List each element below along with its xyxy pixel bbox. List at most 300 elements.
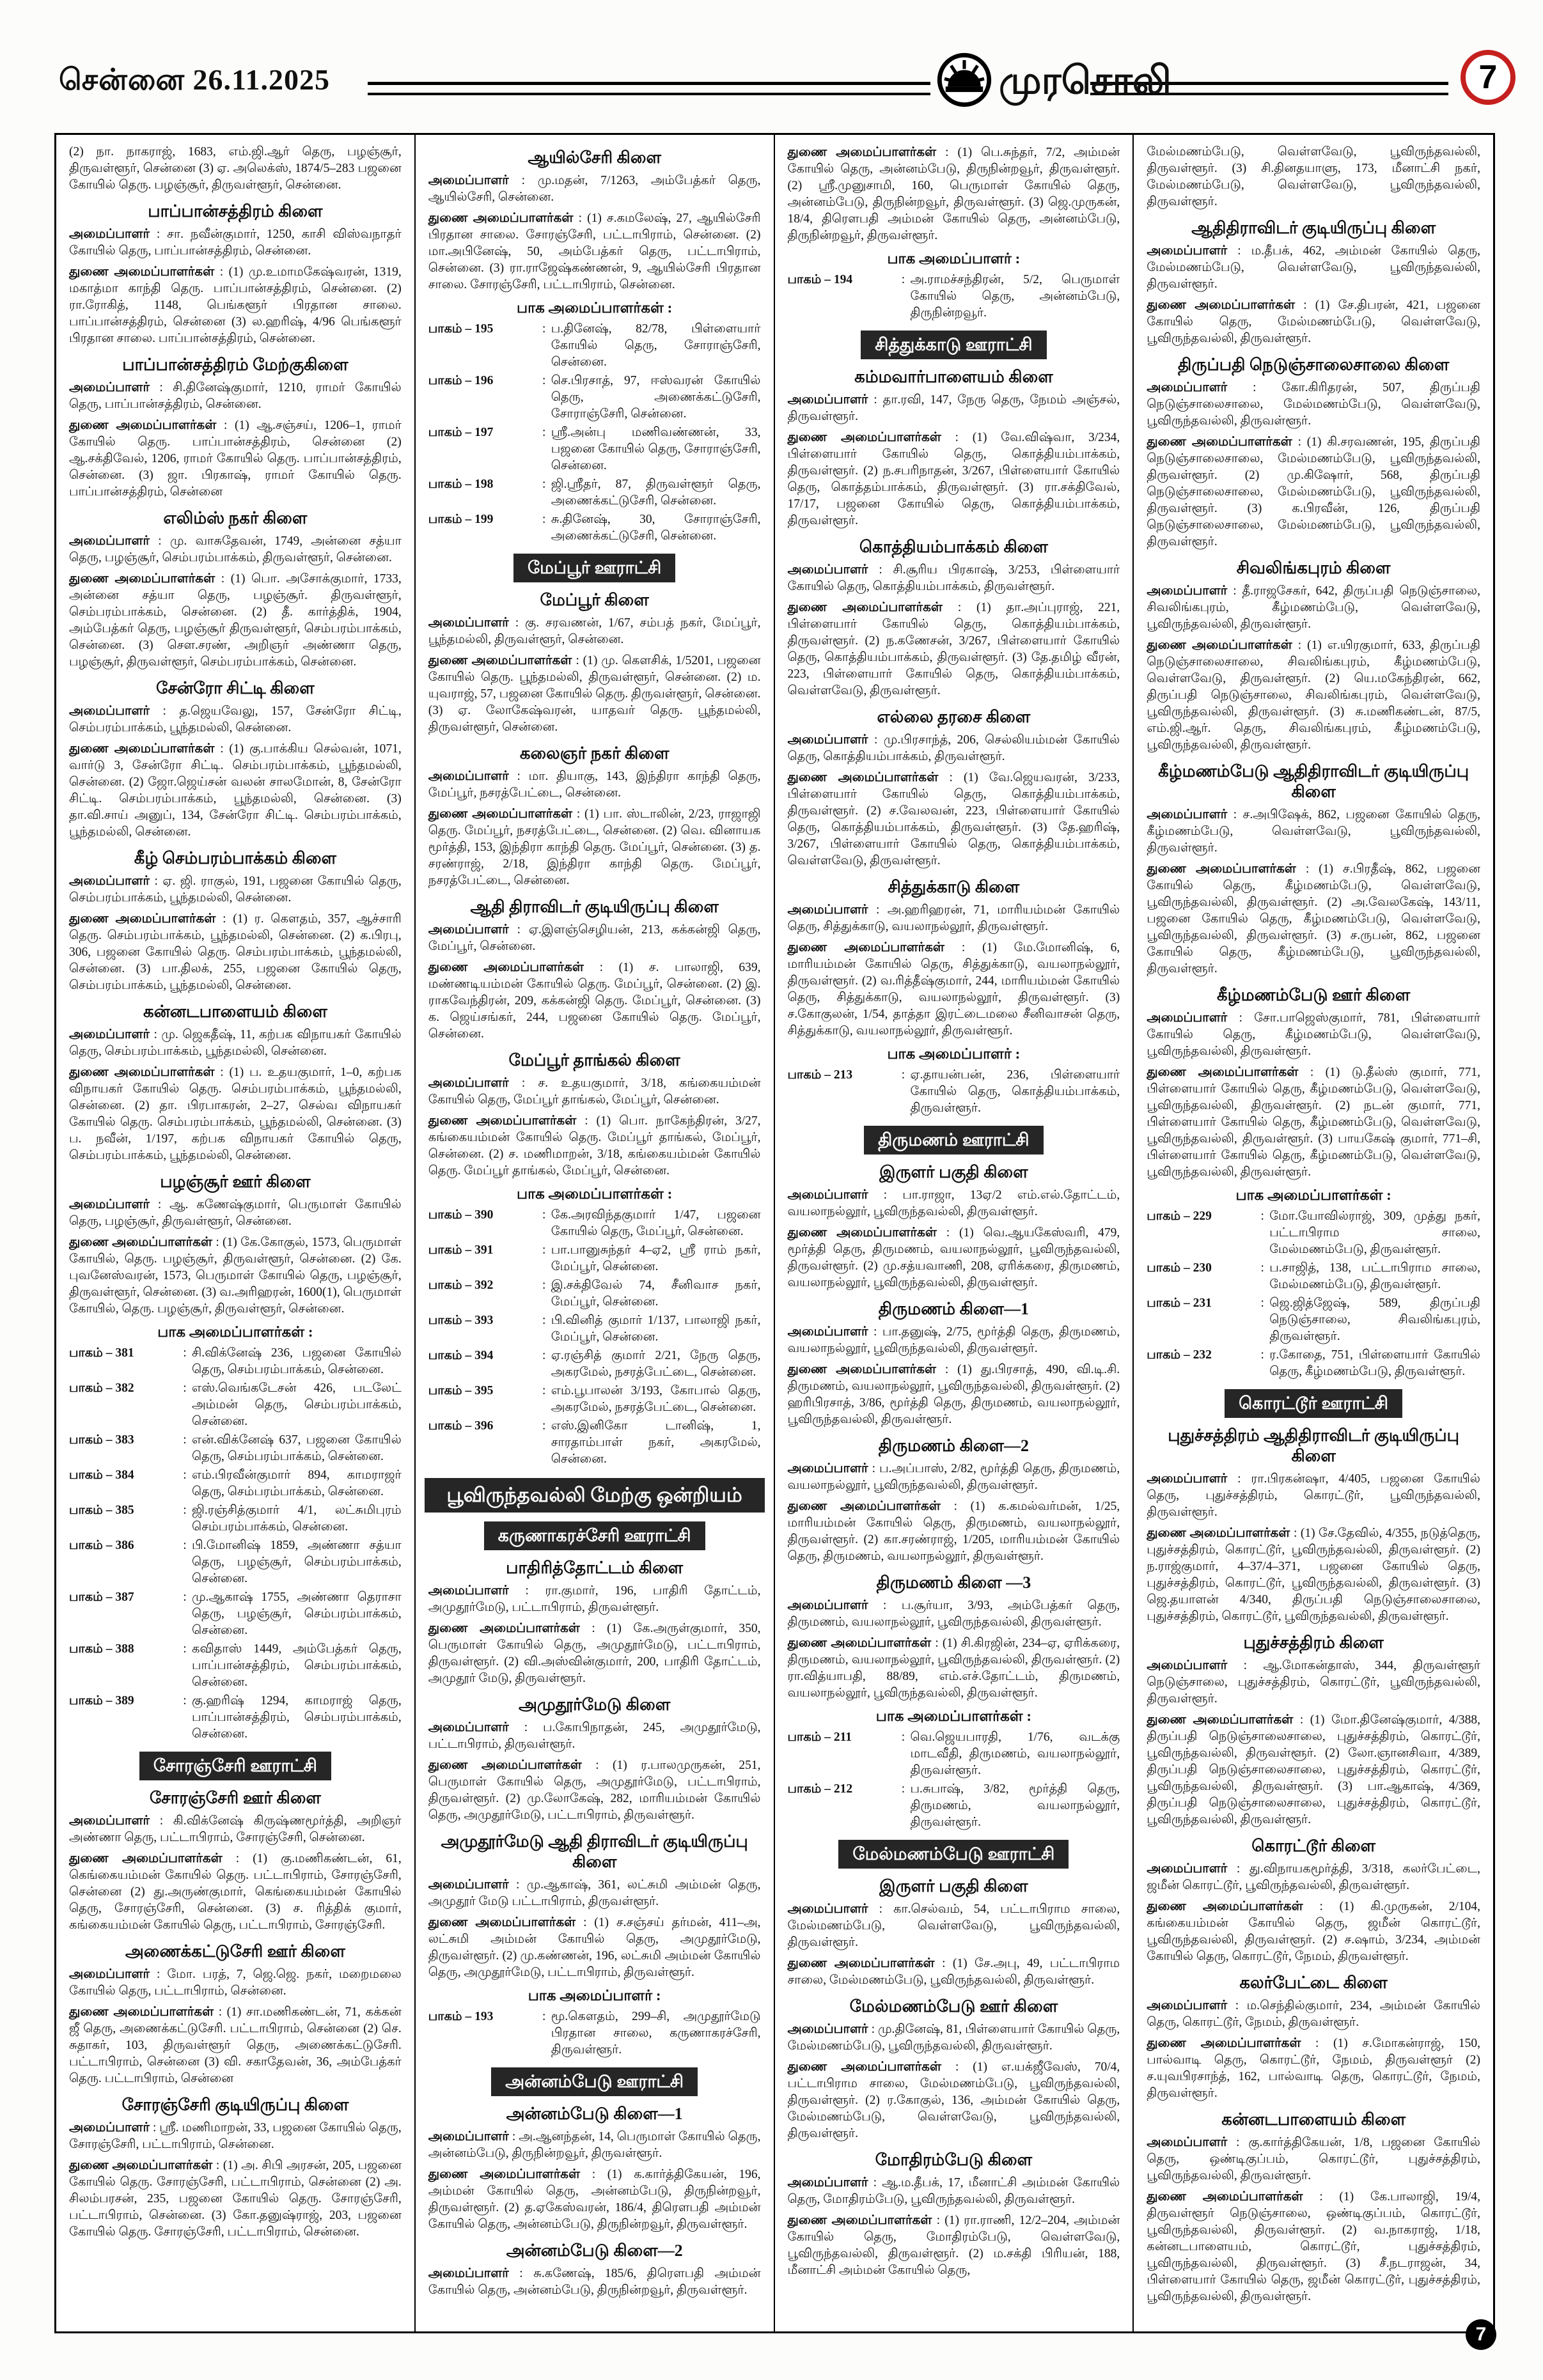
paragraph-text: : சா. நவீன்குமார், 1250, காசி விஸ்வநாதர் கோயில் தெரு, பாப்பான்சத்திரம், சென்னை.: [69, 228, 402, 258]
body-paragraph: [788, 1955, 1120, 1989]
ward-row: [69, 1537, 402, 1587]
body-paragraph: [1147, 1898, 1480, 1965]
paragraph-text: : மு.பிரசாந்த், 206, செல்லியம்மன் கோயில் தெரு, கொத்தியம்பாக்கம், திருவள்ளூர்.: [787, 733, 1120, 763]
ward-colon: :: [183, 1642, 187, 1656]
ward-number: பாகம் – 382: [69, 1381, 134, 1395]
ward-colon: :: [542, 1208, 546, 1222]
paragraph-label: அமைப்பாளர்: [428, 616, 515, 630]
paragraph-text: : (1) ச.சஞ்சய் தர்மன், 411–அ, லட்சுமி அம்மன் கோயில் தெரு, அமுதூர்மேடு, திருவள்ளூர். (2) மு.கண்ணன், 196, லட்சுமி அம்மன் கோயில் தெரு, அமுதூர்மேடு, பட்டாபிராம், திருவள்ளூர்.: [428, 1916, 761, 1979]
paragraph-text: : மு. ஜெகதீஷ், 11, கற்பக விநாயகர் கோயில் தெரு, செம்பரம்பாக்கம், பூந்தமல்லி, சென்னை.: [69, 1028, 402, 1058]
paragraph-text: : ம.தீபக், 462, அம்மன் கோயில் தெரு, மேல்மணம்பேடு, வெள்ளவேடு, பூவிருந்தவல்லி, திருவள்ளூர்.: [1147, 244, 1480, 291]
body-paragraph: [1147, 242, 1480, 293]
paragraph-text: : (1) ப. உதயகுமார், 1–0, கற்பக விநாயகர் கோயில் தெரு. செம்பரம்பாக்கம், பூந்தமல்லி, சென்னை. (2) தா. பிரபாகரன், 2–27, செல்வ விநாயகர் கோயில் தெரு. செம்பரம்பாக்கம், பூந்தமல்லி, சென்னை. (3) ப. நவீன், 1/197, கற்பக விநாயகர் கோயில் தெரு, செம்பரம்பாக்கம், பூந்தமல்லி, சென்னை.: [69, 1066, 402, 1162]
paragraph-label: துணை அமைப்பாளர்கள்: [1147, 638, 1298, 652]
section-heading: கொரட்டூர் கிளை: [1251, 1837, 1376, 1855]
paragraph-text: : மு. வாசுதேவன், 1749, அன்னை சத்யா தெரு, பழஞ்சூர், செம்பரம்பாக்கம், திருவள்ளூர், சென்னை.: [69, 534, 402, 564]
body-paragraph: [69, 226, 402, 260]
section-heading: இருளர் பகுதி கிளை: [879, 1163, 1028, 1181]
paragraph-text: : (1) வே.விஷ்வா, 3/234, பிள்ளையார் கோயில் தெரு, கொத்தியம்பாக்கம், திருவள்ளூர். (2) ந.சபரிநாதன், 3/267, பிள்ளையார் கோயில் தெரு, கொத்தம்பாக்கம், திருவள்ளூர். (3) ரா.சக்திவேல், 17/17, பஜனை கோயில் தெரு, கொத்தியம்பாக்கம், திருவள்ளூர்.: [787, 431, 1120, 527]
body-paragraph: [788, 144, 1120, 244]
ward-number: பாகம் – 388: [69, 1642, 134, 1656]
paragraph-text: : து.விநாயகமூர்த்தி, 3/318, கலர்பேட்டை, ஜமீன் கொரட்டூர், பூவிருந்தவல்லி, திருவள்ளூர்.: [1147, 1862, 1480, 1892]
body-paragraph: [69, 2157, 402, 2241]
body-paragraph: [69, 1196, 402, 1230]
paragraph-label: அமைப்பாளர்: [69, 1814, 160, 1828]
paragraph-text: : அ.ஆனந்தன், 14, பெருமாள் கோயில் தெரு, அன்னம்பேடு, திருநின்றவூர், திருவள்ளூர்.: [428, 2130, 761, 2160]
ward-colon: :: [1260, 1296, 1264, 1310]
paragraph-label: துணை அமைப்பாளர்கள்: [69, 742, 221, 756]
section-heading: புதுச்சத்திரம் ஆதிதிராவிடர் குடியிருப்பு கிளை: [1168, 1426, 1459, 1465]
body-paragraph-continued: (2) நா. நாகராஜ், 1683, எம்.ஜி.ஆர் தெரு, பழஞ்சூர், திருவள்ளூர், சென்னை (3) ஏ. அலெக்ஸ், 1874/5–283 பஜனை கோயில் தெரு. பழஞ்சூர், திருவள்ளூர், சென்னை.: [69, 145, 402, 192]
ward-organiser: ஜி.ஸ்ரீதர், 87, திருவள்ளூர் தெரு, அணைக்கட்டுசேரி, சென்னை.: [551, 478, 761, 508]
body-paragraph: [428, 768, 761, 802]
body-paragraph: [428, 614, 761, 648]
section-heading: எல்லை தரசை கிளை: [877, 708, 1031, 726]
ward-row: [69, 1432, 402, 1465]
section-heading: கீழ்மணம்பேடு ஊர் கிளை: [1217, 986, 1411, 1004]
body-paragraph: [69, 1064, 402, 1164]
section-heading: சேன்ரோ சிட்டி கிளை: [156, 679, 315, 697]
ward-number: பாகம் – 231: [1147, 1296, 1212, 1310]
paragraph-text: : (1) ஆ.சஞ்சய், 1206–1, ராமர் கோயில் தெரு. பாப்பான்சத்திரம், சென்னை (2) ஆ.சக்திவேல், 1206, ராமர் கோயில் தெரு. பாப்பான்சத்திரம், சென்னை. (3) ஜா. பிரகாஷ், ராமர் கோயில் தெரு. பாப்பான்சத்திரம், சென்னை: [69, 419, 402, 499]
paragraph-text: : பா.தனுஷ், 2/75, மூர்த்தி தெரு, திருமணம், வயலாநல்லூர், பூவிருந்தவல்லி, திருவள்ளூர்.: [787, 1325, 1120, 1355]
ward-row: [1147, 1295, 1480, 1345]
body-paragraph: [1147, 1657, 1480, 1707]
paragraph-text: : ஏ.இளஞ்செழியன், 213, கக்கன்ஜி தெரு, மேப்பூர், சென்னை.: [428, 923, 761, 953]
edition-place-date: சென்னை 26.11.2025: [59, 63, 330, 96]
paragraph-label: துணை அமைப்பாளர்கள்: [428, 1915, 584, 1929]
section-heading: மோதிரம்பேடு கிளை: [875, 2151, 1033, 2169]
paragraph-text: : (1) கி.முருகன், 2/104, கங்கையம்மன் கோயில் தெரு, ஜமீன் கொரட்டூர், பூவிருந்தவல்லி, திருவள்ளூர். (2) ச.ஷாம், 3/234, அம்மன் கோயில் தெரு, கொரட்டூர், நேமம், திருவள்ளூர்.: [1147, 1900, 1481, 1963]
ward-organiser: பி.வினித் குமார் 1/137, பாலாஜி நகர், மேப்பூர், சென்னை.: [551, 1314, 761, 1344]
ward-row: [69, 1380, 402, 1430]
paragraph-text: : (1) ர.பாலமுருகன், 251, பெருமாள் கோயில் தெரு, அமுதூர்மேடு, பட்டாபிராம், திருவள்ளூர். (2) மு.லோகேஷ், 282, மாரியம்மன் கோயில் தெரு, அமுதூர்மேடு, பட்டாபிராம், திருவள்ளூர்.: [428, 1759, 761, 1822]
ward-organiser: எஸ்.வெங்கடேசன் 426, படலேட் அம்மன் தெரு, செம்பரம்பாக்கம், சென்னை.: [192, 1381, 402, 1428]
paragraph-text: : சி.தினேஷ்குமார், 1210, ராமர் கோயில் தெரு, பாப்பான்சத்திரம், சென்னை.: [69, 381, 402, 411]
section-heading: திருப்பதி நெடுஞ்சாலைசாலை கிளை: [1178, 355, 1450, 374]
paragraph-label: அமைப்பாளர்: [787, 563, 879, 577]
body-paragraph: [1147, 1711, 1480, 1828]
ward-row: [69, 1345, 402, 1378]
ward-row: [788, 1729, 1120, 1779]
body-paragraph: [69, 1234, 402, 1318]
paragraph-label: அமைப்பாளர்: [787, 2022, 872, 2036]
ward-number: பாகம் – 394: [428, 1349, 494, 1362]
ward-row: [428, 1418, 761, 1468]
paragraph-label: துணை அமைப்பாளர்கள்: [1147, 2036, 1316, 2050]
paragraph-text: : (1) பொ. அசோக்குமார், 1733, அன்னை சத்யா தெரு, பழஞ்சூர். திருவள்ளூர், செம்பரம்பாக்கம், சென்னை. (2) தீ. கார்த்திக், 1904, அம்பேத்கர் தெரு, பழஞ்சூர் திருவள்ளூர், செம்பரம்பாக்கம், சென்னை. (3) செள.சரண், அறிஞர் அண்ணா தெரு, பழஞ்சூர், திருவள்ளூர், செம்பரம்பாக்கம், சென்னை.: [69, 572, 402, 669]
body-paragraph: [788, 1323, 1120, 1357]
paragraph-label: துணை அமைப்பாளர்கள்: [787, 1225, 946, 1240]
section-heading: அன்னம்பேடு கிளை—2: [506, 2241, 683, 2260]
body-paragraph: [1147, 297, 1480, 347]
ward-colon: :: [183, 1504, 187, 1517]
panchayat-banner: மேப்பூர் ஊராட்சி: [513, 554, 675, 582]
part-organisers-subheading: பாக அமைப்பாளர்கள் :: [1235, 1187, 1391, 1203]
paragraph-text: : ம.செந்தில்குமார், 234, அம்மன் கோயில் தெரு, கொரட்டூர், நேமம், திருவள்ளூர்.: [1147, 1999, 1480, 2029]
union-banner: பூவிருந்தவல்லி மேற்கு ஒன்றியம்: [425, 1478, 765, 1513]
section-heading: கீழ் செம்பரம்பாக்கம் கிளை: [134, 849, 337, 867]
ward-organiser: எம்.பிரவீன்குமார் 894, காமராஜர் தெரு, செம்பரம்பாக்கம், சென்னை.: [192, 1468, 402, 1498]
paragraph-label: துணை அமைப்பாளர்கள்: [69, 2158, 216, 2172]
page-number-badge-bottom: 7: [1466, 2319, 1496, 2350]
ward-number: பாகம் – 393: [428, 1314, 494, 1327]
part-organisers-subheading: பாக அமைப்பாளர் :: [887, 251, 1021, 267]
panchayat-banner: சித்துக்காடு ஊராட்சி: [861, 331, 1046, 359]
body-paragraph: [1147, 2134, 1480, 2184]
ward-colon: :: [1260, 1209, 1264, 1223]
news-column-2: [416, 135, 775, 2331]
ward-colon: :: [542, 426, 546, 439]
ward-row: [69, 1467, 402, 1500]
section-heading: கன்னடபாளையம் கிளை: [1221, 2110, 1406, 2129]
body-paragraph: [69, 1966, 402, 2000]
news-column-3: [775, 135, 1134, 2331]
ward-row: [1147, 1347, 1480, 1380]
ward-organiser: ஏ.ரஞ்சித் குமார் 2/21, நேரு தெரு, அகரமேல், நசரத்பேட்டை, சென்னை.: [551, 1349, 761, 1379]
ward-row: [788, 1067, 1120, 1117]
section-heading: மேப்பூர் தாங்கல் கிளை: [508, 1051, 680, 1069]
paragraph-label: துணை அமைப்பாளர்கள்: [787, 1956, 943, 1970]
paragraph-text: : ரா.பிரகன்ஷா, 4/405, பஜனை கோயில் தெரு, புதுச்சத்திரம், கொரட்டூர், பூவிருந்தவல்லி, திருவள்ளூர்.: [1147, 1472, 1480, 1519]
news-column-1: [56, 135, 416, 2331]
paragraph-label: துணை அமைப்பாளர்கள்: [1147, 298, 1304, 312]
ward-organiser: சு.தினேஷ், 30, சோராஞ்சேரி, அணைக்கட்டுசேரி, சென்னை.: [551, 513, 761, 543]
ward-number: பாகம் – 395: [428, 1384, 494, 1397]
paragraph-text: : (1) கு.பாக்கிய செல்வன், 1071, வார்டு 3, சேன்ரோ சிட்டி. செம்பரம்பாக்கம், பூந்தமல்லி, சென்னை. (2) ஜோ.ஜெய்சன் வலன் சாலமோன், 8, சேன்ரோ சிட்டி. செம்பரம்பாக்கம், பூந்தமல்லி, சென்னை. (3) தா.வி.சாய் அனுப், 134, சேன்ரோ சிட்டி. செம்பரம்பாக்கம், பூந்தமல்லி, சென்னை.: [69, 742, 402, 839]
paragraph-label: அமைப்பாளர்: [428, 1720, 524, 1734]
section-heading: கலைஞர் நகர் கிளை: [519, 744, 670, 763]
paragraph-text: : (1) ச.பிரதீஷ், 862, பஜனை கோயில் தெரு, கீழ்மணம்பேடு, வெள்ளவேடு, பூவிருந்தவல்லி, திருவள்ளூர். (2) அ.வேலகேஷ், 143/11, பஜனை கோயில் தெரு, கீழ்மணம்பேடு, வெள்ளவேடு, பூவிருந்தவல்லி, திருவள்ளூர். (3) ச.ருபன், 862, பஜனை கோயில் தெரு, கீழ்மணம்பேடு, பூவிருந்தவல்லி, திருவள்ளூர்.: [1147, 862, 1480, 976]
ward-row: [428, 373, 761, 423]
body-paragraph: [428, 1719, 761, 1753]
ward-colon: :: [542, 2010, 546, 2023]
ward-number: பாகம் – 230: [1147, 1261, 1212, 1275]
paragraph-label: துணை அமைப்பாளர்கள்: [1147, 1065, 1310, 1079]
body-paragraph: [1147, 860, 1480, 977]
part-organisers-subheading: பாக அமைப்பாளர்கள் :: [875, 1708, 1032, 1724]
paragraph-label: துணை அமைப்பாளர்கள்: [69, 2005, 219, 2019]
part-organisers-subheading: பாக அமைப்பாளர் :: [887, 1046, 1021, 1062]
paragraph-text: : (1) கே.கோகுல், 1573, பெருமாள் கோயில், தெரு. பழஞ்சூர், திருவள்ளூர், சென்னை. (2) கே. புவனேஸ்வரன், 1573, பெருமாள் கோயில் தெரு, பழஞ்சூர், திருவள்ளூர், சென்னை. (3) வ.அரிஹரன், 1600(1), பெருமாள் கோயில், தெரு. பழஞ்சூர், திருவள்ளூர், சென்னை.: [69, 1236, 402, 1316]
section-heading: பழஞ்சூர் ஊர் கிளை: [160, 1172, 311, 1191]
part-organisers-subheading: பாக அமைப்பாளர்கள் :: [157, 1324, 313, 1340]
ward-number: பாகம் – 193: [428, 2010, 494, 2023]
ward-number: பாகம் – 198: [428, 478, 494, 491]
page-number-badge-top: 7: [1461, 50, 1516, 105]
paragraph-label: துணை அமைப்பாளர்கள்: [69, 572, 221, 586]
ward-colon: :: [542, 374, 546, 387]
paragraph-label: அமைப்பாளர்: [69, 1967, 157, 1981]
ward-colon: :: [542, 478, 546, 491]
ward-colon: :: [183, 1591, 187, 1604]
ward-number: பாகம் – 212: [787, 1782, 853, 1796]
paragraph-text: : (1) ரா.ராணி, 12/2–204, அம்மன் கோயில் தெரு, மோதிரம்பேடு, வெள்ளவேடு, பூவிருந்தவல்லி, திருவள்ளூர். (2) ம.சக்தி பிரியன், 188, மீனாட்சி அம்மன் கோயில் தெரு,: [787, 2214, 1120, 2277]
paragraph-label: அமைப்பாளர்: [428, 1878, 517, 1892]
ward-colon: :: [183, 1381, 187, 1395]
ward-colon: :: [542, 1279, 546, 1292]
body-paragraph: [428, 2265, 761, 2299]
paragraph-text: : ப.கோபிநாதன், 245, அமுதூர்மேடு, பட்டாபிராம், திருவள்ளூர்.: [428, 1721, 761, 1751]
ward-number: பாகம் – 381: [69, 1346, 134, 1360]
ward-number: பாகம் – 387: [69, 1591, 134, 1604]
body-paragraph: [69, 570, 402, 671]
body-paragraph: [788, 1597, 1120, 1631]
paragraph-label: அமைப்பாளர்: [1147, 1658, 1244, 1672]
ward-number: பாகம் – 197: [428, 426, 494, 439]
section-heading: ஆதி திராவிடர் குடியிருப்பு கிளை: [470, 898, 719, 916]
ward-row: [428, 1207, 761, 1240]
paragraph-label: அமைப்பாளர்: [69, 1027, 154, 1041]
body-paragraph: [428, 1075, 761, 1108]
paragraph-label: அமைப்பாளர்: [69, 2120, 153, 2135]
paragraph-text: : (1) து.பிரசாத், 490, வி.டி.சி. திருமணம், வயலாநல்லூர், பூவிருந்தவல்லி, திருவள்ளூர். (2) ஹரிபிரசாத், 3/86, மூர்த்தி தெரு, திருமணம், வயலாநல்லூர், பூவிருந்தவல்லி, திருவள்ளூர்.: [787, 1363, 1120, 1426]
panchayat-banner: மேல்மணம்பேடு ஊராட்சி: [838, 1840, 1069, 1869]
paragraph-label: அமைப்பாளர்: [69, 874, 155, 888]
ward-row: [788, 272, 1120, 322]
ward-number: பாகம் – 229: [1147, 1209, 1212, 1223]
paragraph-text: : தீ.ராஜசேகர், 642, திருப்பதி நெடுஞ்சாலை, சிவலிங்கபுரம், கீழ்மணம்பேடு, வெள்ளவேடு, பூவிருந்தவல்லி, திருவள்ளூர்.: [1147, 584, 1480, 631]
paragraph-text: : (1) மோ.தினேஷ்குமார், 4/388, திருப்பதி நெடுஞ்சாலைசாலை, புதுச்சத்திரம், கொரட்டூர், பூவிருந்தவல்லி, திருவள்ளூர். (2) லோ.ஞானசிவா, 4/389, திருப்பதி நெடுஞ்சாலைசாலை, புதுச்சத்திரம், கொரட்டூர், பூவிருந்தவல்லி, திருவள்ளூர். (3) பா.ஆகாஷ், 4/369, திருப்பதி நெடுஞ்சாலைசாலை, புதுச்சத்திரம், கொரட்டூர், பூவிருந்தவல்லி, திருவள்ளூர்.: [1147, 1713, 1480, 1826]
ward-organiser: ப.சாஜித், 138, பட்டாபிராம சாலை, மேல்மணம்பேடு, திருவள்ளூர்.: [1269, 1261, 1480, 1291]
paragraph-text: : சு.கணேஷ், 185/6, திரௌபதி அம்மன் கோயில் தெரு, அன்னம்பேடு, திருநின்றவூர், திருவள்ளூர்.: [428, 2267, 761, 2297]
ward-number: பாகம் – 194: [787, 273, 853, 286]
section-heading: திருமணம் கிளை—2: [878, 1436, 1029, 1455]
paragraph-label: அமைப்பாளர்: [787, 1461, 872, 1475]
body-paragraph: [428, 1914, 761, 1981]
paragraph-label: துணை அமைப்பாளர்கள்: [787, 1499, 954, 1513]
paragraph-label: அமைப்பாளர்: [428, 922, 517, 937]
body-paragraph: [1147, 379, 1480, 430]
ward-organiser: எஸ்.இனிகோ டானிஷ், 1, சாரதாம்பாள் நகர், அகரமேல், சென்னை.: [551, 1419, 761, 1466]
paragraph-label: துணை அமைப்பாளர்கள்: [428, 653, 576, 667]
paragraph-label: அமைப்பாளர்: [428, 1076, 522, 1090]
ward-organiser: மூ.கௌதம், 299–சி, அமுதூர்மேடு பிரதான சாலை, கருணாகரச்சேரி, திருவள்ளூர்.: [551, 2010, 761, 2057]
body-paragraph: [1147, 1997, 1480, 2031]
paragraph-text: : (1) ச.கமலேஷ், 27, ஆயில்சேரி பிரதான சாலை. சோரஞ்சேரி, பட்டாபிராம், சென்னை. (2) மா.அபினேஷ், 50, அம்பேத்கர் தெரு, பட்டாபிராம், சென்னை. (3) ரா.ராஜேஷ்கண்ணன், 9, ஆயில்சேரி பிரதான சாலை. சோரஞ்சேரி, பட்டாபிராம், சென்னை.: [428, 212, 761, 292]
paragraph-label: துணை அமைப்பாளர்கள்: [428, 960, 600, 974]
paragraph-text: : த.ஜெயவேலு, 157, சேன்ரோ சிட்டி, செம்பரம்பாக்கம், பூந்தமல்லி, சென்னை.: [69, 704, 402, 735]
body-paragraph: [428, 2128, 761, 2162]
body-paragraph: [69, 703, 402, 736]
ward-colon: :: [183, 1468, 187, 1482]
body-paragraph: [428, 1112, 761, 1179]
paragraph-label: துணை அமைப்பாளர்கள்: [787, 1362, 945, 1376]
paragraph-label: துணை அமைப்பாளர்கள்: [69, 1235, 216, 1249]
paragraph-text: : (1) சா.மணிகண்டன், 71, கக்கன் ஜீ தெரு, அணைக்கட்டுசேரி. பட்டாபிராம், சென்னை (2) செ. சுதாகர், 103, திருவள்ளூர் தெரு, அணைக்கட்டுசேரி. பட்டாபிராம், சென்னை (3) வி. சகாதேவன், 36, அம்பேத்கர் தெரு. பட்டாபிராம், சென்னை: [69, 2005, 402, 2085]
body-paragraph: [1147, 2035, 1480, 2102]
body-paragraph: [788, 731, 1120, 765]
paragraph-text: : (1) மு. கௌசிக், 1/5201, பஜனை கோயில் தெரு. பூந்தமல்லி, திருவள்ளூர், சென்னை. (2) ம. யுவராஜ், 57, பஜனை கோயில் தெரு. திருவள்ளூர், சென்னை. (3) ஏ. லோகேஷ்வரன், யாதவர் தெரு. பூந்தமல்லி, திருவள்ளூர், சென்னை.: [428, 654, 761, 734]
body-paragraph: [788, 2212, 1120, 2279]
paragraph-label: அமைப்பாளர்: [1147, 244, 1238, 258]
body-paragraph: [69, 910, 402, 994]
panchayat-banner: அன்னம்பேடு ஊராட்சி: [491, 2067, 698, 2096]
section-heading: சோரஞ்சேரி ஊர் கிளை: [149, 1789, 321, 1807]
body-paragraph: [788, 1635, 1120, 1702]
paragraph-label: அமைப்பாளர்: [69, 380, 160, 394]
body-paragraph: [69, 1026, 402, 1060]
paragraph-text: : கி.விக்னேஷ் கிருஷ்ணமூர்த்தி, அறிஞர் அண்ணா தெரு, பட்டாபிராம், சோரஞ்சேரி, சென்னை.: [69, 1814, 402, 1844]
ward-number: பாகம் – 232: [1147, 1348, 1212, 1362]
ward-number: பாகம் – 213: [787, 1068, 853, 1082]
paragraph-label: அமைப்பாளர்: [787, 393, 874, 407]
ward-organiser: வெ.ஜெயபாரதி, 1/76, வடக்கு மாடவீதி, திருமணம், வயலாநல்லூர், திருவள்ளூர்.: [910, 1731, 1120, 1777]
paragraph-text: : மோ. பரத், 7, ஜெ.ஜெ. நகர், மறைமலை கோயில் தெரு, பட்டாபிராம், சென்னை.: [69, 1968, 402, 1998]
ward-organiser: ர.கோதை, 751, பிள்ளையார் கோயில் தெரு, கீழ்மணம்பேடு, திருவள்ளூர்.: [1269, 1348, 1480, 1378]
paragraph-label: துணை அமைப்பாளர்கள்: [1147, 1899, 1320, 1913]
paragraph-text: : ச.அபிஷேக், 862, பஜனை கோயில் தெரு, கீழ்மணம்பேடு, வெள்ளவேடு, பூவிருந்தவல்லி, திருவள்ளூர்.: [1147, 808, 1480, 855]
murasoli-logo: [937, 52, 992, 107]
paragraph-text: : (1) க.கமல்வர்மன், 1/25, மாரியம்மன் கோயில் தெரு, திருமணம், வயலாநல்லூர், திருவள்ளூர். (2) கா.சரண்ராஜ், 1/205, மாரியம்மன் கோயில் தெரு, திருமணம், வயலாநல்லூர், திருவள்ளூர்.: [787, 1500, 1120, 1563]
paragraph-label: துணை அமைப்பாளர்கள்: [1147, 862, 1306, 876]
paragraph-text: : (1) கி.சரவணன், 195, திருப்பதி நெடுஞ்சாலைசாலை, மேல்மணம்பேடு, பூவிருந்தவல்லி, திருவள்ளூர். (2) மு.கிஷோர், 568, திருப்பதி நெடுஞ்சாலைசாலை, மேல்மணம்பேடு, பூவிருந்தவல்லி, திருவள்ளூர். (3) க.பிரவீன், 126, திருப்பதி நெடுஞ்சாலைசாலை, மேல்மணம்பேடு, பூவிருந்தவல்லி, திருவள்ளூர்.: [1147, 435, 1481, 548]
ward-colon: :: [1260, 1261, 1264, 1275]
header-rule-left: [368, 82, 930, 95]
paragraph-label: துணை அமைப்பாளர்கள்: [428, 1758, 596, 1772]
paragraph-text: : (1) பா. ஸ்டாலின், 2/23, ராஜாஜி தெரு. மேப்பூர், நசரத்பேட்டை, சென்னை. (2) வெ. வினாயக மூர்த்தி, 153, இந்திரா காந்தி தெரு. மேப்பூர், சென்னை. (3) த. சரண்ராஜ், 2/18, இந்திரா காந்தி தெரு. மேப்பூர், நசரத்பேட்டை, சென்னை.: [428, 807, 761, 887]
ward-row: [788, 1781, 1120, 1831]
ward-row: [428, 2009, 761, 2058]
paragraph-text: : (1) மு.உமாமகேஷ்வரன், 1319, மகாத்மா காந்தி தெரு. பாப்பான்சத்திரம், சென்னை. (2) ரா.ரோகித், 1148, பெங்களூர் பிரதான சாலை. பாப்பான்சத்திரம், சென்னை (3) ல.ஹரிஷ், 4/96 பெங்களூர் பிரதான சாலை. பாப்பான்சத்திரம், சென்னை.: [69, 265, 402, 345]
paragraph-text: : ஏ. ஜி. ராகுல், 191, பஜனை கோயில் தெரு, செம்பரம்பாக்கம், பூந்தமல்லி, சென்னை.: [69, 875, 402, 905]
news-column-4: [1134, 135, 1493, 2331]
body-paragraph: [788, 599, 1120, 699]
ward-number: பாகம் – 383: [69, 1433, 134, 1447]
ward-number: பாகம் – 390: [428, 1208, 494, 1222]
ward-row: [428, 1312, 761, 1346]
body-paragraph: [788, 1460, 1120, 1494]
body-paragraph: [788, 561, 1120, 595]
section-heading: திருமணம் கிளை —3: [876, 1573, 1031, 1592]
ward-organiser: எம்.பூபாலன் 3/193, கோபால் தெரு, அகரமேல், நசரத்பேட்டை, சென்னை.: [551, 1384, 761, 1414]
body-paragraph: [428, 172, 761, 206]
ward-colon: :: [542, 1314, 546, 1327]
paragraph-text: : ரா.குமார், 196, பாதிரி தோட்டம், அமுதூர்மேடு, பட்டாபிராம், திருவள்ளூர்.: [428, 1584, 761, 1614]
paragraph-label: துணை அமைப்பாளர்கள்: [787, 600, 958, 614]
paragraph-label: துணை அமைப்பாளர்கள்: [69, 418, 224, 432]
section-heading: சித்துக்காடு கிளை: [888, 878, 1020, 896]
paragraph-text: : பா.ராஜா, 13ஏ/2 எம்.எல்.தோட்டம், வயலாநல்லூர், பூவிருந்தவல்லி, திருவள்ளூர்.: [787, 1188, 1120, 1218]
paragraph-label: அமைப்பாளர்: [1147, 2135, 1237, 2149]
paragraph-label: துணை அமைப்பாளர்கள்: [69, 265, 220, 279]
ward-colon: :: [901, 1068, 905, 1082]
ward-colon: :: [542, 1419, 546, 1433]
paragraph-text: : (1) சி.கிரஜின், 234–ஏ, ஏரிக்கரை, திருமணம், வயலாநல்லூர், பூவிருந்தவல்லி, திருவள்ளூர். (2) ரா.வித்யாபதி, 88/89, எம்.எச்.தோட்டம், திருமணம், வயலாநல்லூர், பூவிருந்தவல்லி, திருவள்ளூர்.: [787, 1637, 1120, 1700]
ward-organiser: ப.தினேஷ், 82/78, பிள்ளையார் கோயில் தெரு, சோராஞ்சேரி, சென்னை.: [551, 322, 761, 369]
ward-colon: :: [183, 1346, 187, 1360]
paragraph-label: துணை அமைப்பாளர்கள்: [69, 912, 223, 926]
ward-organiser: கவிதாஸ் 1449, அம்பேத்கர் தெரு, பாப்பான்சத்திரம், செம்பரம்பாக்கம், சென்னை.: [192, 1642, 402, 1689]
ward-number: பாகம் – 384: [69, 1468, 134, 1482]
ward-organiser: ஸ்ரீ.அன்பு மணிவண்ணன், 33, பஜனை கோயில் தெரு, சோராஞ்சேரி, சென்னை.: [551, 426, 761, 472]
paragraph-text: : ச. உதயகுமார், 3/18, கங்கையம்மன் கோயில் தெரு, மேப்பூர் தாங்கல், மேப்பூர், சென்னை.: [428, 1077, 761, 1107]
paragraph-text: : மு.ஆகாஷ், 361, லட்சுமி அம்மன் தெரு, அமுதூர் மேடு பட்டாபிராம், திருவள்ளூர்.: [428, 1878, 761, 1908]
section-heading: அமுதூர்மேடு ஆதி திராவிடர் குடியிருப்பு கிளை: [441, 1832, 748, 1871]
ward-organiser: பா.பானுசுந்தர் 4–ஏ2, ஸ்ரீ ராம் நகர், மேப்பூர், சென்னை.: [551, 1243, 761, 1273]
paragraph-label: துணை அமைப்பாளர்கள்: [787, 940, 962, 954]
paragraph-text: : (1) வெ.ஆயகேஸ்வரி, 479, மூர்த்தி தெரு, திருமணம், வயலாநல்லூர், பூவிருந்தவல்லி, திருவள்ளூர். (2) மு.சத்யவாணி, 208, ஏரிக்கரை, திருமணம், வயலாநல்லூர், பூவிருந்தவல்லி, திருவள்ளூர்.: [787, 1226, 1120, 1289]
body-paragraph: [788, 1901, 1120, 1951]
body-paragraph: [428, 959, 761, 1043]
panchayat-banner: கொரட்டூர் ஊராட்சி: [1225, 1389, 1402, 1418]
section-heading: மேல்மணம்பேடு ஊர் கிளை: [849, 1997, 1058, 2016]
body-paragraph: [69, 417, 402, 501]
ward-number: பாகம் – 199: [428, 513, 494, 526]
body-paragraph: [788, 391, 1120, 425]
ward-number: பாகம் – 391: [428, 1243, 494, 1257]
ward-organiser: சி.விக்னேஷ் 236, பஜனை கோயில் தெரு, செம்பரம்பாக்கம், சென்னை.: [192, 1346, 402, 1376]
paragraph-text: : ப.சூர்யா, 3/93, அம்பேத்கர் தெரு, திருமணம், வயலாநல்லூர், பூவிருந்தவல்லி, திருவள்ளூர்.: [787, 1599, 1120, 1629]
section-heading: கீழ்மணம்பேடு ஆதிதிராவிடர் குடியிருப்பு கிளை: [1158, 762, 1469, 801]
paragraph-label: அமைப்பாளர்: [1147, 1998, 1235, 2012]
paragraph-text: : (1) டு.தீல்ஸ் குமார், 771, பிள்ளையார் கோயில் தெரு, கீழ்மணம்பேடு, வெள்ளவேடு, பூவிருந்தவல்லி, திருவள்ளூர். (2) நடன் குமார், 771, பிள்ளையார் கோயில் தெரு, கீழ்மணம்பேடு, வெள்ளவேடு, பூவிருந்தவல்லி, திருவள்ளூர். (3) பாயகேஷ் குமார், 771–சி, பிள்ளையார் கோயில் தெரு, கீழ்மணம்பேடு, வெள்ளவேடு, பூவிருந்தவல்லி, திருவள்ளூர்.: [1147, 1066, 1480, 1179]
body-paragraph: [1147, 1470, 1480, 1521]
paragraph-label: அமைப்பாளர்: [1147, 1862, 1237, 1876]
body-paragraph: [69, 1812, 402, 1846]
paragraph-text: : (1) கே.பாலாஜி, 19/4, திருவள்ளூர் நெடுஞ்சாலை, ஒண்டிகுப்பம், கொரட்டூர், பூவிருந்தவல்லி, திருவள்ளூர். (2) வ.நாகராஜ், 1/18, கன்னடபாளையம், கொரட்டூர், புதுச்சத்திரம், பூவிருந்தவல்லி, திருவள்ளூர். (3) சீ.நடராஜன், 34, பிள்ளையார் கோயில் தெரு, ஜமீன் கொரட்டூர், புதுச்சத்திரம், பூவிருந்தவல்லி, திருவள்ளூர்.: [1147, 2190, 1480, 2303]
ward-row: [1147, 1260, 1480, 1293]
paragraph-label: துணை அமைப்பாளர்கள்: [428, 1114, 585, 1128]
paragraph-label: அமைப்பாளர்: [428, 2266, 520, 2280]
ward-row: [428, 1277, 761, 1311]
paragraph-label: அமைப்பாளர்: [428, 2129, 512, 2143]
body-paragraph: [428, 805, 761, 889]
ward-colon: :: [183, 1433, 187, 1447]
body-paragraph: [69, 379, 402, 413]
body-paragraph: [69, 533, 402, 566]
ward-organiser: ஏ.தாயன்பன், 236, பிள்ளையார் கோயில் தெரு, கொத்தியம்பாக்கம், திருவள்ளூர்.: [910, 1068, 1120, 1115]
paragraph-text: : (1) சே.அபு, 49, பட்டாபிராம சாலை, மேல்மணம்பேடு, பூவிருந்தவல்லி, திருவள்ளூர்.: [787, 1957, 1120, 1987]
ward-number: பாகம் – 392: [428, 1279, 494, 1292]
body-paragraph: [788, 2021, 1120, 2055]
ward-number: பாகம் – 386: [69, 1539, 134, 1552]
body-paragraph: [1147, 2188, 1480, 2305]
ward-number: பாகம் – 396: [428, 1419, 494, 1433]
paragraph-label: துணை அமைப்பாளர்கள்: [787, 2213, 937, 2227]
ward-number: பாகம் – 195: [428, 322, 494, 336]
body-paragraph: [1147, 1064, 1480, 1181]
ward-number: பாகம் – 196: [428, 374, 494, 387]
ward-row: [428, 424, 761, 474]
body-paragraph: [1147, 582, 1480, 633]
paragraph-text: : (1) ர. கௌதம், 357, ஆச்சாரி தெரு. செம்பரம்பாக்கம், பூந்தமல்லி, சென்னை. (2) க.பிரபு, 306, பஜனை கோயில் தெரு. செம்பரம்பாக்கம், பூந்தமல்லி, சென்னை. (3) பா.திலக், 255, பஜனை கோயில் தெரு, செம்பரம்பாக்கம், பூந்தமல்லி, சென்னை.: [69, 912, 402, 992]
news-content-frame: [54, 133, 1495, 2333]
ward-organiser: மு.ஆகாஷ் 1755, அண்ணா தெராசா தெரு, பழஞ்சூர், செம்பரம்பாக்கம், சென்னை.: [192, 1591, 402, 1637]
paragraph-text: : (1) மே.மோனிஷ், 6, மாரியம்மன் கோயில் தெரு, சித்துக்காடு, வயலாநல்லூர், திருவள்ளூர். (2) வ.ரித்தீஷ்குமார், 244, மாரியம்மன் கோயில் தெரு, சித்துக்காடு, வயலாநல்லூர், திருவள்ளூர். (3) ச.கோகுலன், 1/54, தாத்தா இரட்டைமலை சீனிவாசன் தெரு, சித்துக்காடு, வயலாநல்லூர், திருவள்ளூர்.: [787, 941, 1120, 1038]
section-heading: எலிம்ஸ் நகர் கிளை: [163, 509, 308, 527]
ward-colon: :: [542, 1243, 546, 1257]
paragraph-text: : (1) எ.யக்ஜீவேஸ், 70/4, பட்டாபிராம சாலை, மேல்மணம்பேடு, பூவிருந்தவல்லி, திருவள்ளூர். (2) ர.கோகுல், 136, அம்மன் கோயில் தெரு, மேல்மணம்பேடு, வெள்ளவேடு, பூவிருந்தவல்லி, திருவள்ளூர்.: [787, 2060, 1120, 2140]
body-paragraph: [788, 939, 1120, 1039]
ward-colon: :: [183, 1539, 187, 1552]
ward-row: [428, 1242, 761, 1275]
paragraph-label: துணை அமைப்பாளர்கள்: [787, 145, 946, 159]
body-paragraph: [428, 1620, 761, 1687]
paragraph-label: அமைப்பாளர்: [787, 733, 874, 747]
paragraph-label: துணை அமைப்பாளர்கள்: [787, 430, 955, 444]
paragraph-text: : (1) பெ.சுந்தர், 7/2, அம்மன் கோயில் தெரு, அன்னம்பேடு, திருநின்றவூர், திருவள்ளூர். (2) ஸ்ரீ.முனுசாமி, 160, பெருமாள் கோயில் தெரு, அன்னம்பேடு, திருநின்றவூர், திருவள்ளூர். (3) ஜெ.முருகன், 18/4, திரௌபதி அம்மன் கோயில் தெரு, அன்னம்பேடு, திருநின்றவூர், திருவள்ளூர்.: [787, 146, 1120, 242]
body-paragraph: [69, 1850, 402, 1934]
body-paragraph: [788, 2058, 1120, 2142]
paragraph-label: அமைப்பாளர்: [1147, 584, 1234, 598]
ward-organiser: ஜெ.ஜித்ஜேஷ், 589, திருப்பதி நெடுஞ்சாலை, சிவலிங்கபுரம், திருவள்ளூர்.: [1269, 1296, 1480, 1343]
section-heading: பாதிரித்தோட்டம் கிளை: [506, 1559, 684, 1577]
ward-row: [69, 1589, 402, 1639]
paragraph-text: : (1) கு.மணிகண்டன், 61, கெங்கையம்மன் கோயில் தெரு. பட்டாபிராம், சோரஞ்சேரி, சென்னை (2) து.அருண்குமார், கெங்கையம்மன் கோயில் தெரு, சோரஞ்சேரி, சென்னை. (3) ச. ரித்திக் குமார், கங்கையம்மன் கோயில் தெரு, பட்டாபிராம், சோரஞ்சேரி.: [69, 1852, 402, 1932]
section-heading: பாப்பான்சத்திரம் மேற்குகிளை: [122, 355, 349, 374]
section-heading: இருளர் பகுதி கிளை: [879, 1877, 1028, 1895]
